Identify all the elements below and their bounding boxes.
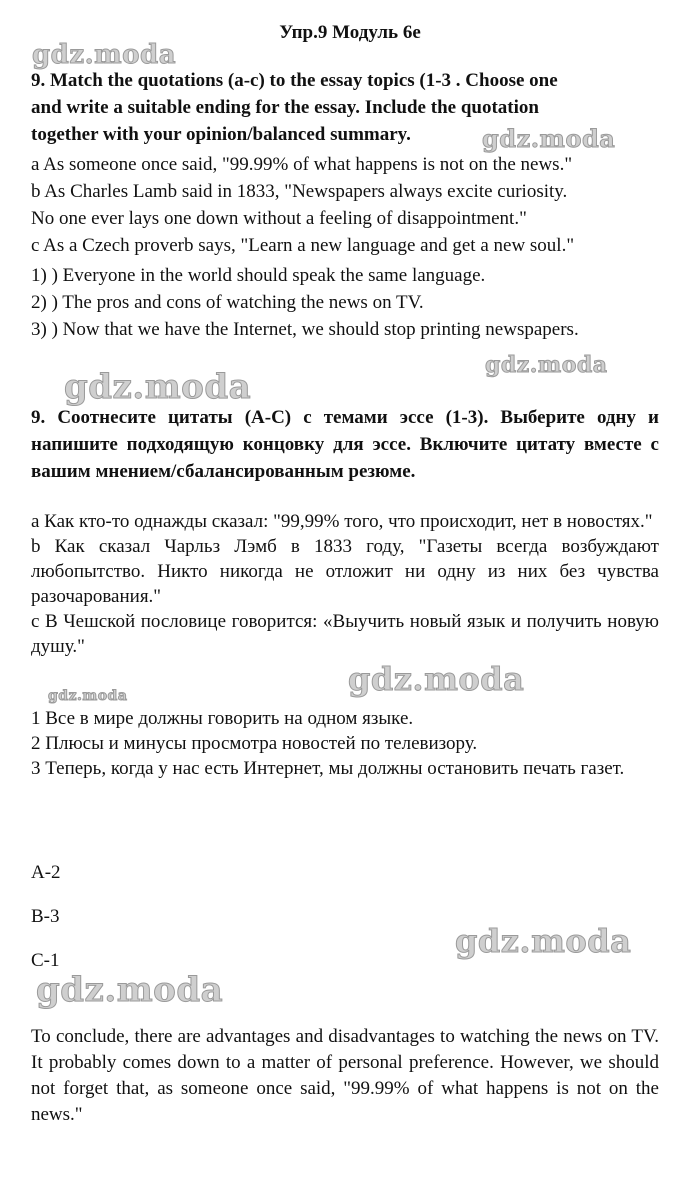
english-quote-line: b As Charles Lamb said in 1833, "Newspapers always excite curiosity. (31, 181, 568, 202)
russian-topic: 3 Теперь, когда у нас есть Интернет, мы должны остановить печать газет. (31, 758, 625, 779)
english-quote-line: c As a Czech proverb says, "Learn a new language and get a new soul." (31, 235, 575, 256)
english-quote-line: No one ever lays one down without a feeling of disappointment." (31, 208, 527, 229)
english-topic-line: 3) ) Now that we have the Internet, we should stop printing newspapers. (31, 319, 579, 340)
russian-topics (31, 706, 659, 781)
watermark-logo: gdz.moda (36, 970, 224, 1010)
watermark-logo: gdz.moda (455, 922, 632, 960)
english-topic-line: 2) ) The pros and cons of watching the news on TV. (31, 292, 424, 313)
watermark-logo: gdz.moda (48, 688, 128, 704)
english-task-line: together with your opinion/balanced summary. (31, 124, 411, 145)
conclusion-paragraph: To conclude, there are advantages and disadvantages to watching the news on TV. It probably comes down to a matter of personal preference. However, we should not forget that, as someone once said, "99.99% of what happens is not on the news." (31, 1026, 659, 1125)
answer-item: C-1 (31, 950, 60, 971)
russian-quotes (31, 509, 659, 659)
english-topics (31, 262, 659, 343)
watermark-logo: gdz.moda (485, 352, 608, 378)
russian-quote: a Как кто-то однажды сказал: "99,99% того, что происходит, нет в новостях." (31, 511, 653, 532)
watermark-logo: gdz.moda (32, 40, 177, 70)
russian-task: 9. Соотнесите цитаты (A-C) с темами эссе (1-3). Выберите одну и напишите подходящую концовку для эссе. Включите цитату вместе с вашим мнением/сбалансированным резюме. (31, 407, 659, 482)
answer-item: A-2 (31, 862, 61, 883)
russian-quote: c В Чешской пословице говорится: «Выучить новый язык и получить новую душу." (31, 611, 659, 657)
english-quotes (31, 151, 659, 259)
english-task-line: and write a suitable ending for the essay. Include the quotation (31, 97, 539, 118)
english-quote-line: a As someone once said, "99.99% of what happens is not on the news." (31, 154, 573, 175)
russian-topic: 2 Плюсы и минусы просмотра новостей по телевизору. (31, 733, 478, 754)
russian-quote: b Как сказал Чарльз Лэмб в 1833 году, "Газеты всегда возбуждают любопытство. Никто никогда не отложит ни одну из них без чувства разочарования." (31, 536, 659, 607)
page-header: Упр.9 Модуль 6е (279, 22, 421, 43)
watermark-logo: gdz.moda (348, 660, 525, 698)
answer-item: B-3 (31, 906, 60, 927)
english-task-line: 9. Match the quotations (a-c) to the essay topics (1-3 . Choose one (31, 70, 558, 91)
watermark-logo: gdz.moda (64, 367, 252, 407)
english-topic-line: 1) ) Everyone in the world should speak the same language. (31, 265, 486, 286)
watermark-logo: gdz.moda (482, 124, 616, 153)
russian-topic: 1 Все в мире должны говорить на одном языке. (31, 708, 414, 729)
